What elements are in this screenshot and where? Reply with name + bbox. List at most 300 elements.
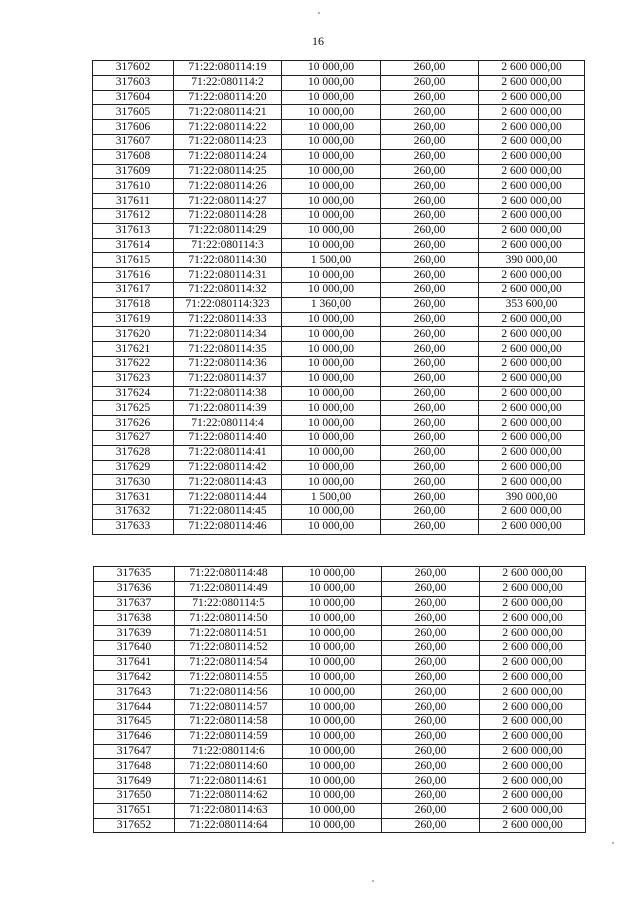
cadastral-number-cell: 71:22:080114:57 [175,700,283,715]
table-row [94,655,586,670]
table-row [93,371,585,386]
table-row [93,268,585,283]
rate-cell: 260,00 [381,356,479,371]
area-cell: 10 000,00 [282,164,381,179]
row-number-cell: 317610 [93,179,174,194]
cadastral-number-cell: 71:22:080114:60 [175,759,283,774]
cadastral-number-cell: 71:22:080114:49 [175,581,283,596]
row-number-cell: 317644 [94,700,175,715]
table-row [93,312,585,327]
table-row [94,626,586,641]
value-cell: 2 600 000,00 [479,371,585,386]
row-number-cell: 317613 [93,223,174,238]
cadastral-number-cell: 71:22:080114:4 [174,416,282,431]
value-cell: 2 600 000,00 [479,416,585,431]
cadastral-number-cell: 71:22:080114:52 [175,640,283,655]
cadastral-number-cell: 71:22:080114:24 [174,149,282,164]
value-cell: 2 600 000,00 [479,282,585,297]
table-row [93,208,585,223]
table-row [93,120,585,135]
row-number-cell: 317640 [94,640,175,655]
table-row [93,105,585,120]
row-number-cell: 317620 [93,327,174,342]
table-row [93,297,585,312]
rate-cell: 260,00 [381,430,479,445]
cadastral-number-cell: 71:22:080114:44 [174,490,282,505]
area-cell: 10 000,00 [282,105,381,120]
table-row [94,685,586,700]
cadastral-number-cell: 71:22:080114:45 [174,504,282,519]
value-cell: 2 600 000,00 [479,238,585,253]
cadastral-number-cell: 71:22:080114:55 [175,670,283,685]
table-row [93,475,585,490]
rate-cell: 260,00 [381,401,479,416]
rate-cell: 260,00 [381,327,479,342]
area-cell: 10 000,00 [283,670,382,685]
table-row [93,504,585,519]
value-cell: 2 600 000,00 [479,134,585,149]
register-table-lower [93,566,586,833]
table-row [94,729,586,744]
value-cell: 2 600 000,00 [479,504,585,519]
value-cell: 2 600 000,00 [480,626,586,641]
rate-cell: 260,00 [382,818,480,833]
rate-cell: 260,00 [381,371,479,386]
area-cell: 10 000,00 [283,567,382,582]
row-number-cell: 317629 [93,460,174,475]
value-cell: 2 600 000,00 [479,519,585,534]
value-cell: 390 000,00 [479,490,585,505]
area-cell: 1 500,00 [282,490,381,505]
value-cell: 2 600 000,00 [480,759,586,774]
area-cell: 10 000,00 [282,120,381,135]
table-row [93,179,585,194]
rate-cell: 260,00 [382,788,480,803]
table-row [93,445,585,460]
row-number-cell: 317632 [93,504,174,519]
row-number-cell: 317615 [93,253,174,268]
rate-cell: 260,00 [382,714,480,729]
table-row [94,774,586,789]
area-cell: 10 000,00 [282,356,381,371]
cadastral-number-cell: 71:22:080114:42 [174,460,282,475]
table-row [94,596,586,611]
rate-cell: 260,00 [381,105,479,120]
area-cell: 10 000,00 [283,759,382,774]
value-cell: 2 600 000,00 [480,729,586,744]
area-cell: 10 000,00 [282,134,381,149]
row-number-cell: 317619 [93,312,174,327]
row-number-cell: 317606 [93,120,174,135]
row-number-cell: 317652 [94,818,175,833]
value-cell: 353 600,00 [479,297,585,312]
row-number-cell: 317646 [94,729,175,744]
value-cell: 2 600 000,00 [480,744,586,759]
row-number-cell: 317612 [93,208,174,223]
area-cell: 10 000,00 [282,445,381,460]
table-row [93,134,585,149]
table-row [93,75,585,90]
area-cell: 1 500,00 [282,253,381,268]
value-cell: 2 600 000,00 [479,223,585,238]
rate-cell: 260,00 [382,567,480,582]
cadastral-number-cell: 71:22:080114:30 [174,253,282,268]
cadastral-number-cell: 71:22:080114:63 [175,803,283,818]
row-number-cell: 317616 [93,268,174,283]
table-row [94,670,586,685]
rate-cell: 260,00 [381,312,479,327]
cadastral-number-cell: 71:22:080114:34 [174,327,282,342]
value-cell: 390 000,00 [479,253,585,268]
row-number-cell: 317623 [93,371,174,386]
rate-cell: 260,00 [382,759,480,774]
area-cell: 10 000,00 [282,238,381,253]
area-cell: 10 000,00 [282,61,381,76]
rate-cell: 260,00 [381,164,479,179]
table-row [93,164,585,179]
cadastral-number-cell: 71:22:080114:37 [174,371,282,386]
table-row [94,759,586,774]
value-cell: 2 600 000,00 [479,460,585,475]
rate-cell: 260,00 [381,90,479,105]
value-cell: 2 600 000,00 [479,179,585,194]
row-number-cell: 317625 [93,401,174,416]
table-row [93,490,585,505]
cadastral-number-cell: 71:22:080114:35 [174,342,282,357]
rate-cell: 260,00 [381,120,479,135]
cadastral-number-cell: 71:22:080114:51 [175,626,283,641]
area-cell: 10 000,00 [282,416,381,431]
value-cell: 2 600 000,00 [480,581,586,596]
table-row [94,803,586,818]
rate-cell: 260,00 [381,475,479,490]
value-cell: 2 600 000,00 [480,774,586,789]
value-cell: 2 600 000,00 [480,803,586,818]
value-cell: 2 600 000,00 [479,475,585,490]
table-row [94,581,586,596]
table-row [93,194,585,209]
value-cell: 2 600 000,00 [480,670,586,685]
row-number-cell: 317650 [94,788,175,803]
rate-cell: 260,00 [381,149,479,164]
cadastral-number-cell: 71:22:080114:39 [174,401,282,416]
cadastral-number-cell: 71:22:080114:50 [175,611,283,626]
value-cell: 2 600 000,00 [480,640,586,655]
area-cell: 10 000,00 [283,744,382,759]
cadastral-number-cell: 71:22:080114:19 [174,61,282,76]
area-cell: 10 000,00 [282,327,381,342]
table-row [93,430,585,445]
row-number-cell: 317627 [93,430,174,445]
rate-cell: 260,00 [381,208,479,223]
table-row [94,700,586,715]
rate-cell: 260,00 [381,297,479,312]
row-number-cell: 317651 [94,803,175,818]
table-row [94,611,586,626]
row-number-cell: 317618 [93,297,174,312]
rate-cell: 260,00 [381,268,479,283]
value-cell: 2 600 000,00 [479,430,585,445]
rate-cell: 260,00 [382,611,480,626]
rate-cell: 260,00 [382,803,480,818]
cadastral-number-cell: 71:22:080114:48 [175,567,283,582]
scan-speck [318,12,320,14]
register-table-upper [92,60,585,535]
area-cell: 10 000,00 [282,430,381,445]
area-cell: 10 000,00 [283,611,382,626]
value-cell: 2 600 000,00 [479,90,585,105]
rate-cell: 260,00 [381,416,479,431]
table-row [94,788,586,803]
table-row [94,744,586,759]
rate-cell: 260,00 [381,460,479,475]
table-row [93,90,585,105]
area-cell: 10 000,00 [283,818,382,833]
cadastral-number-cell: 71:22:080114:25 [174,164,282,179]
rate-cell: 260,00 [381,179,479,194]
register-table-upper-body [93,61,585,535]
area-cell: 10 000,00 [282,386,381,401]
rate-cell: 260,00 [381,61,479,76]
cadastral-number-cell: 71:22:080114:40 [174,430,282,445]
area-cell: 10 000,00 [283,596,382,611]
register-table-lower-body [94,567,586,833]
cadastral-number-cell: 71:22:080114:54 [175,655,283,670]
cadastral-number-cell: 71:22:080114:41 [174,445,282,460]
table-row [93,282,585,297]
cadastral-number-cell: 71:22:080114:2 [174,75,282,90]
area-cell: 10 000,00 [283,729,382,744]
cadastral-number-cell: 71:22:080114:64 [175,818,283,833]
area-cell: 10 000,00 [283,626,382,641]
area-cell: 10 000,00 [283,700,382,715]
value-cell: 2 600 000,00 [479,208,585,223]
row-number-cell: 317635 [94,567,175,582]
table-row [94,818,586,833]
row-number-cell: 317648 [94,759,175,774]
table-row [93,223,585,238]
cadastral-number-cell: 71:22:080114:20 [174,90,282,105]
area-cell: 10 000,00 [283,685,382,700]
row-number-cell: 317628 [93,445,174,460]
cadastral-number-cell: 71:22:080114:21 [174,105,282,120]
cadastral-number-cell: 71:22:080114:43 [174,475,282,490]
value-cell: 2 600 000,00 [479,164,585,179]
table-row [93,386,585,401]
area-cell: 1 360,00 [282,297,381,312]
value-cell: 2 600 000,00 [480,700,586,715]
row-number-cell: 317633 [93,519,174,534]
row-number-cell: 317637 [94,596,175,611]
value-cell: 2 600 000,00 [479,445,585,460]
value-cell: 2 600 000,00 [479,75,585,90]
area-cell: 10 000,00 [282,282,381,297]
rate-cell: 260,00 [381,194,479,209]
rate-cell: 260,00 [382,729,480,744]
row-number-cell: 317641 [94,655,175,670]
cadastral-number-cell: 71:22:080114:3 [174,238,282,253]
page-number: 16 [312,34,324,48]
cadastral-number-cell: 71:22:080114:31 [174,268,282,283]
row-number-cell: 317649 [94,774,175,789]
rate-cell: 260,00 [381,223,479,238]
cadastral-number-cell: 71:22:080114:36 [174,356,282,371]
rate-cell: 260,00 [381,282,479,297]
area-cell: 10 000,00 [283,803,382,818]
area-cell: 10 000,00 [282,519,381,534]
table-row [93,356,585,371]
rate-cell: 260,00 [381,238,479,253]
area-cell: 10 000,00 [282,312,381,327]
row-number-cell: 317630 [93,475,174,490]
rate-cell: 260,00 [381,490,479,505]
area-cell: 10 000,00 [283,581,382,596]
area-cell: 10 000,00 [283,640,382,655]
row-number-cell: 317605 [93,105,174,120]
rate-cell: 260,00 [381,75,479,90]
rate-cell: 260,00 [382,596,480,611]
cadastral-number-cell: 71:22:080114:28 [174,208,282,223]
table-row [93,253,585,268]
row-number-cell: 317638 [94,611,175,626]
table-row [93,327,585,342]
value-cell: 2 600 000,00 [479,61,585,76]
row-number-cell: 317645 [94,714,175,729]
row-number-cell: 317639 [94,626,175,641]
cadastral-number-cell: 71:22:080114:33 [174,312,282,327]
cadastral-number-cell: 71:22:080114:56 [175,685,283,700]
table-row [93,519,585,534]
area-cell: 10 000,00 [282,371,381,386]
table-row [93,61,585,76]
table-row [93,460,585,475]
value-cell: 2 600 000,00 [479,386,585,401]
area-cell: 10 000,00 [283,655,382,670]
value-cell: 2 600 000,00 [480,685,586,700]
cadastral-number-cell: 71:22:080114:27 [174,194,282,209]
value-cell: 2 600 000,00 [480,818,586,833]
area-cell: 10 000,00 [282,460,381,475]
area-cell: 10 000,00 [282,401,381,416]
value-cell: 2 600 000,00 [479,149,585,164]
table-row [94,714,586,729]
cadastral-number-cell: 71:22:080114:59 [175,729,283,744]
rate-cell: 260,00 [381,445,479,460]
rate-cell: 260,00 [381,342,479,357]
cadastral-number-cell: 71:22:080114:32 [174,282,282,297]
cadastral-number-cell: 71:22:080114:61 [175,774,283,789]
cadastral-number-cell: 71:22:080114:22 [174,120,282,135]
area-cell: 10 000,00 [282,149,381,164]
area-cell: 10 000,00 [282,475,381,490]
rate-cell: 260,00 [382,655,480,670]
cadastral-number-cell: 71:22:080114:5 [175,596,283,611]
rate-cell: 260,00 [381,504,479,519]
cadastral-number-cell: 71:22:080114:38 [174,386,282,401]
value-cell: 2 600 000,00 [479,194,585,209]
area-cell: 10 000,00 [282,208,381,223]
row-number-cell: 317602 [93,61,174,76]
area-cell: 10 000,00 [283,774,382,789]
table-row [93,342,585,357]
value-cell: 2 600 000,00 [479,105,585,120]
rate-cell: 260,00 [382,581,480,596]
row-number-cell: 317611 [93,194,174,209]
row-number-cell: 317608 [93,149,174,164]
rate-cell: 260,00 [382,685,480,700]
row-number-cell: 317609 [93,164,174,179]
area-cell: 10 000,00 [283,788,382,803]
table-row [93,149,585,164]
rate-cell: 260,00 [382,640,480,655]
value-cell: 2 600 000,00 [480,567,586,582]
area-cell: 10 000,00 [282,223,381,238]
row-number-cell: 317607 [93,134,174,149]
value-cell: 2 600 000,00 [479,342,585,357]
table-row [93,416,585,431]
value-cell: 2 600 000,00 [480,788,586,803]
table-row [94,640,586,655]
value-cell: 2 600 000,00 [480,596,586,611]
value-cell: 2 600 000,00 [479,401,585,416]
cadastral-number-cell: 71:22:080114:6 [175,744,283,759]
rate-cell: 260,00 [381,134,479,149]
area-cell: 10 000,00 [282,90,381,105]
rate-cell: 260,00 [381,519,479,534]
cadastral-number-cell: 71:22:080114:46 [174,519,282,534]
cadastral-number-cell: 71:22:080114:29 [174,223,282,238]
cadastral-number-cell: 71:22:080114:323 [174,297,282,312]
row-number-cell: 317631 [93,490,174,505]
row-number-cell: 317603 [93,75,174,90]
value-cell: 2 600 000,00 [479,327,585,342]
value-cell: 2 600 000,00 [480,714,586,729]
table-row [94,567,586,582]
value-cell: 2 600 000,00 [480,611,586,626]
cadastral-number-cell: 71:22:080114:23 [174,134,282,149]
row-number-cell: 317636 [94,581,175,596]
cadastral-number-cell: 71:22:080114:26 [174,179,282,194]
row-number-cell: 317643 [94,685,175,700]
rate-cell: 260,00 [382,700,480,715]
row-number-cell: 317626 [93,416,174,431]
value-cell: 2 600 000,00 [479,120,585,135]
row-number-cell: 317617 [93,282,174,297]
scan-speck [612,842,614,844]
area-cell: 10 000,00 [282,179,381,194]
area-cell: 10 000,00 [283,714,382,729]
rate-cell: 260,00 [382,744,480,759]
area-cell: 10 000,00 [282,194,381,209]
scan-speck [372,880,374,882]
row-number-cell: 317604 [93,90,174,105]
row-number-cell: 317622 [93,356,174,371]
area-cell: 10 000,00 [282,342,381,357]
value-cell: 2 600 000,00 [479,312,585,327]
area-cell: 10 000,00 [282,504,381,519]
rate-cell: 260,00 [381,253,479,268]
value-cell: 2 600 000,00 [479,268,585,283]
row-number-cell: 317647 [94,744,175,759]
rate-cell: 260,00 [382,670,480,685]
table-row [93,401,585,416]
area-cell: 10 000,00 [282,268,381,283]
value-cell: 2 600 000,00 [479,356,585,371]
row-number-cell: 317621 [93,342,174,357]
cadastral-number-cell: 71:22:080114:58 [175,714,283,729]
row-number-cell: 317624 [93,386,174,401]
table-row [93,238,585,253]
